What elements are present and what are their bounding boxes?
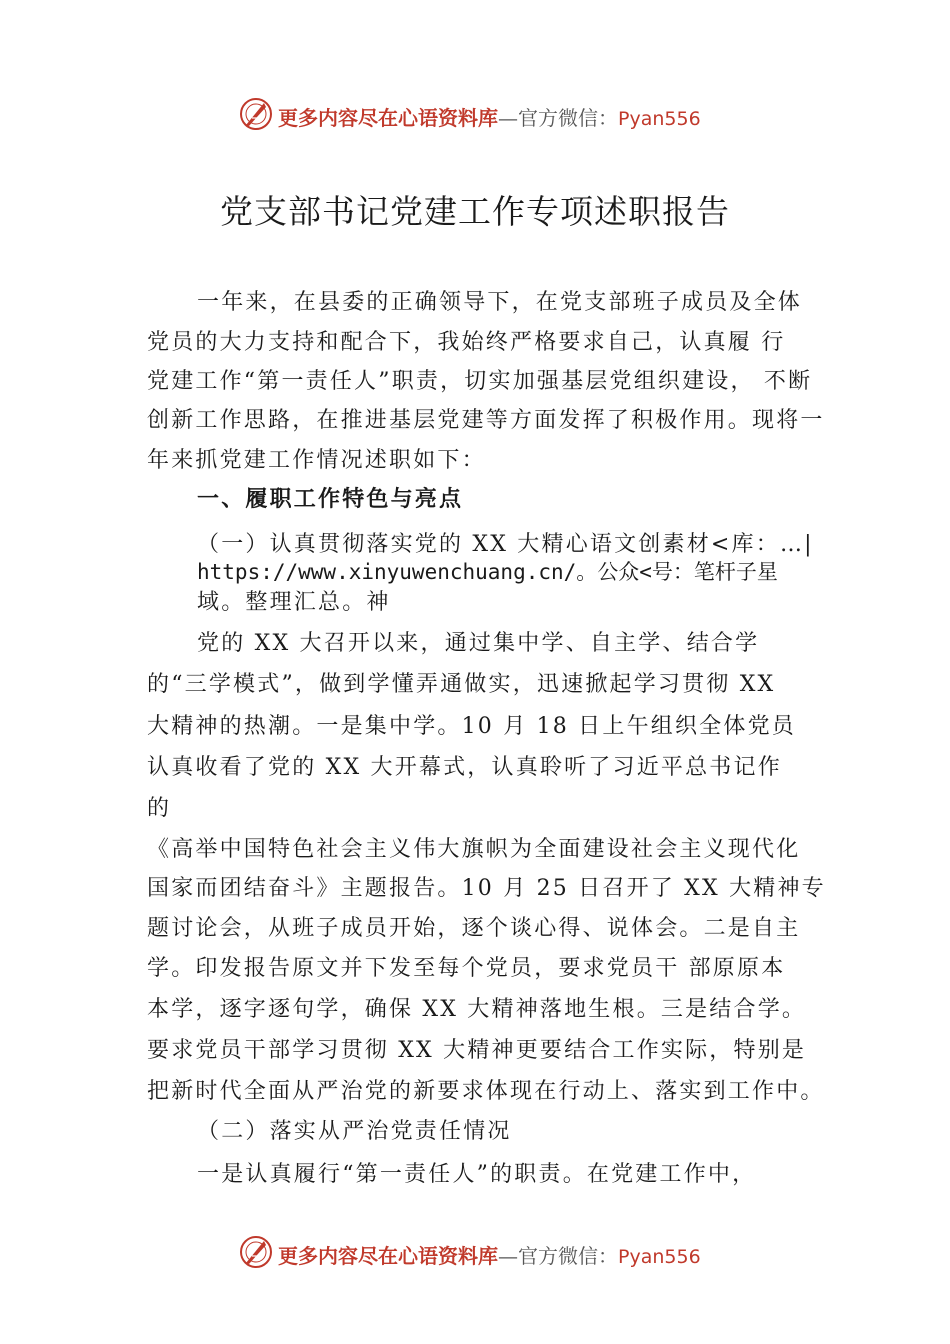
subheading-line: 域。整理汇总。神: [197, 590, 391, 615]
paragraph-line: 一是认真履行“第一责任人”的职责。在党建工作中，: [197, 1162, 757, 1187]
paragraph-line: 年来抓党建工作情况述职如下：: [147, 448, 486, 473]
paragraph-line: 的: [147, 796, 172, 821]
quill-logo-icon: [238, 96, 274, 132]
paragraph-line: 本学，逐字逐句学，确保 XX 大精神落地生根。三是结合学。: [147, 997, 807, 1022]
url-line: https://www.xinyuwenchuang.cn/。公众<号：笔杆子星: [197, 560, 778, 584]
banner-account: Pyan556: [618, 1246, 701, 1268]
banner-wechat-label: —官方微信：: [498, 106, 618, 130]
paragraph-line: 一年来，在县委的正确领导下，在党支部班子成员及全体: [197, 290, 803, 315]
paragraph-line: 学。印发报告原文并下发至每个党员，要求党员干 部原原本: [147, 956, 786, 981]
paragraph-line: 党的 XX 大召开以来，通过集中学、自主学、结合学: [197, 631, 760, 656]
subheading-line: （一）认真贯彻落实党的 XX 大精心语文创素材<库：…|: [197, 532, 814, 557]
paragraph-line: 党员的大力支持和配合下，我始终严格要求自己，认真履 行: [147, 330, 786, 355]
paragraph-line: 要求党员干部学习贯彻 XX 大精神更要结合工作实际，特别是: [147, 1038, 807, 1063]
paragraph-line: 的“三学模式”，做到学懂弄通做实，迅速掀起学习贯彻 XX: [147, 672, 776, 697]
document-title: 党支部书记党建工作专项述职报告: [220, 192, 730, 231]
paragraph-line: 国家而团结奋斗》主题报告。10 月 25 日召开了 XX 大精神专: [147, 876, 826, 901]
section-heading: 一、履职工作特色与亮点: [197, 486, 464, 512]
banner-wechat-label: —官方微信：: [498, 1244, 618, 1268]
quill-logo-icon: [238, 1234, 274, 1270]
banner-text: [278, 1240, 701, 1269]
footer-banner: [0, 1232, 950, 1272]
paragraph-line: 认真收看了党的 XX 大开幕式，认真聆听了习近平总书记作: [147, 755, 782, 780]
paragraph-line: 题讨论会，从班子成员开始，逐个谈心得、说体会。二是自主: [147, 916, 801, 941]
paragraph-line: 党建工作“第一责任人”职责，切实加强基层党组织建设， 不断: [147, 369, 813, 394]
subheading-line: （二）落实从严治党责任情况: [197, 1119, 512, 1144]
banner-library-name: 更多内容尽在心语资料库: [278, 106, 498, 130]
paragraph-line: 《高举中国特色社会主义伟大旗帜为全面建设社会主义现代化: [147, 837, 801, 862]
banner-account: Pyan556: [618, 108, 701, 130]
banner-library-name: 更多内容尽在心语资料库: [278, 1244, 498, 1268]
paragraph-line: 创新工作思路，在推进基层党建等方面发挥了积极作用。现将一: [147, 408, 825, 433]
paragraph-line: 把新时代全面从严治党的新要求体现在行动上、落实到工作中。: [147, 1079, 825, 1104]
banner-text: [278, 102, 701, 131]
paragraph-line: 大精神的热潮。一是集中学。10 月 18 日上午组织全体党员: [147, 714, 796, 739]
header-banner: [0, 94, 950, 134]
